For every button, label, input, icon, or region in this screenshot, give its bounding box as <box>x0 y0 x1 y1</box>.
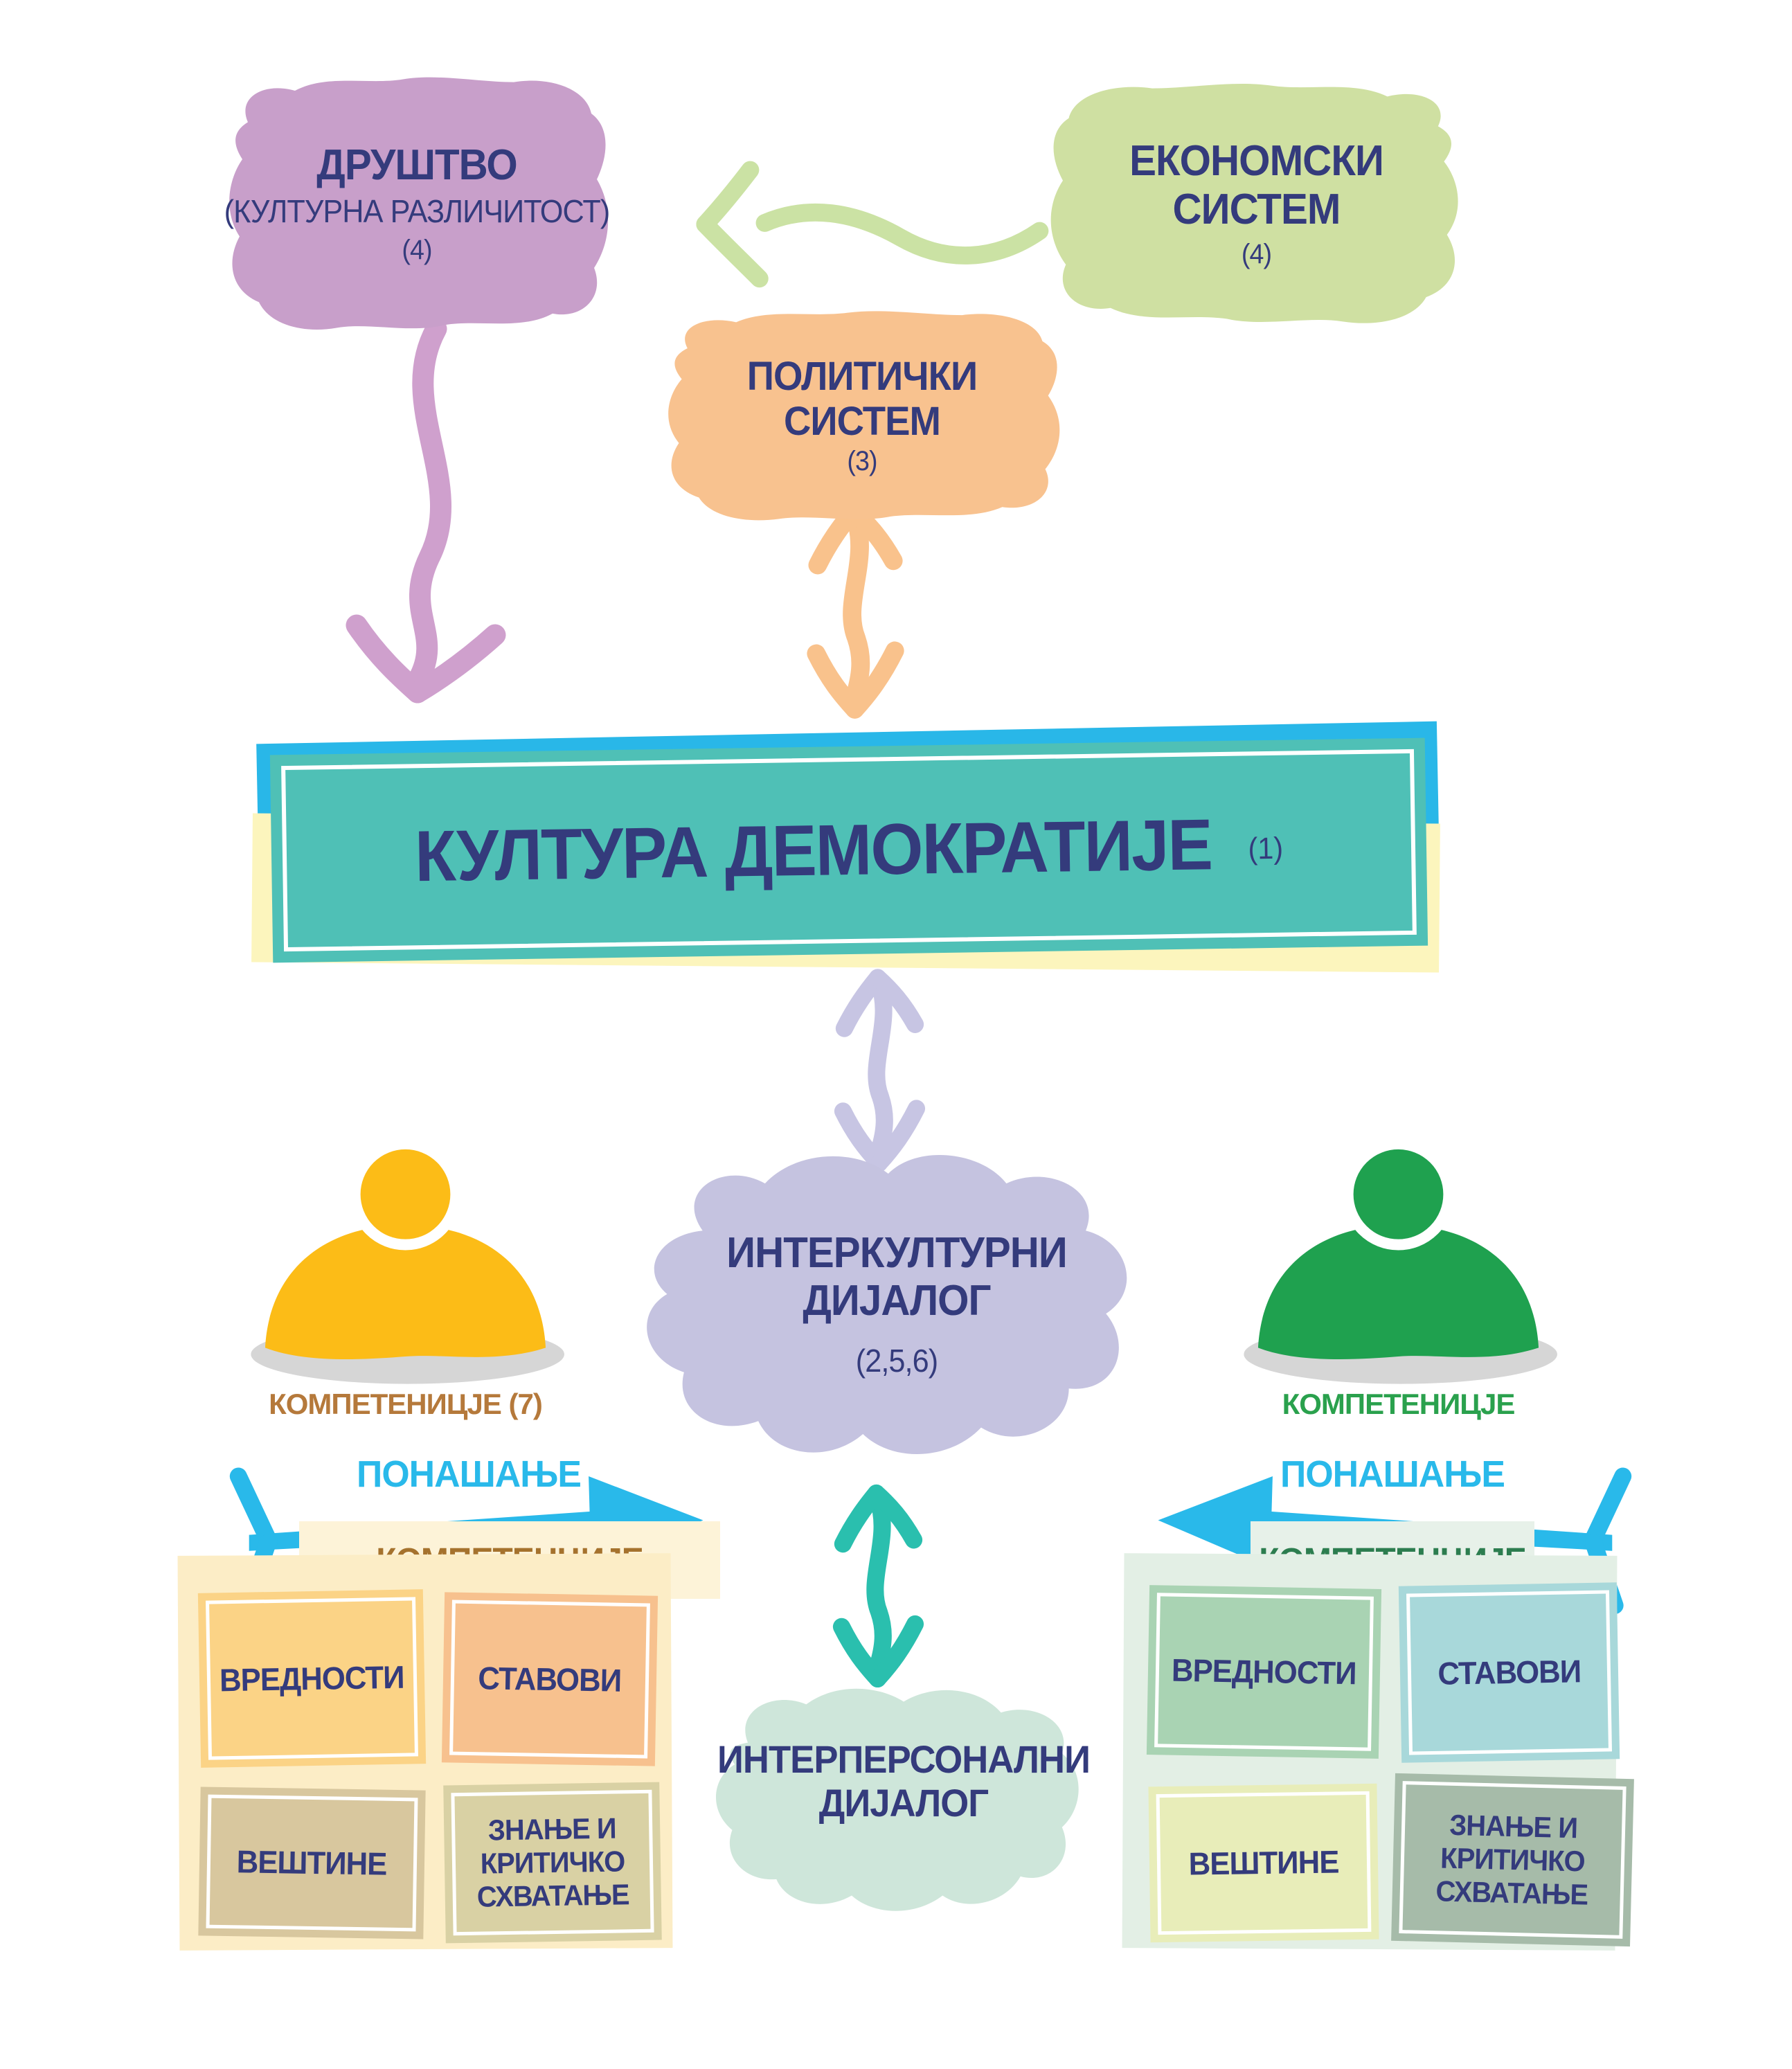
person-left-icon <box>241 1144 570 1396</box>
interpersonal-dialogue-node <box>696 1674 1111 1920</box>
intercultural-title-line1: ИНТЕРКУЛТУРНИ <box>726 1228 1067 1277</box>
person-left <box>241 1144 570 1420</box>
intercultural-to-interpersonal-double-arrow-icon <box>831 1476 924 1694</box>
culture-title: КУЛТУРА ДЕМОКРАТИЈЕ <box>414 804 1212 897</box>
left-box-attitudes-label: СТАВОВИ <box>478 1659 622 1699</box>
intercultural-dialogue-node <box>627 1141 1167 1467</box>
political-title-line1: ПОЛИТИЧКИ <box>746 354 978 400</box>
economic-title-line2: СИСТЕМ <box>1172 185 1341 233</box>
culture-of-democracy-node <box>251 722 1447 971</box>
society-node <box>209 68 625 339</box>
left-box-values-label: ВРЕДНОСТИ <box>219 1658 405 1698</box>
right-box-attitudes-label: СТАВОВИ <box>1437 1653 1582 1692</box>
interpersonal-title-line1: ИНТЕРПЕРСОНАЛНИ <box>717 1737 1090 1781</box>
intercultural-title-line2: ДИЈАЛОГ <box>803 1277 991 1325</box>
political-to-culture-double-arrow-icon <box>805 495 905 724</box>
person-right-label: КОМПЕТЕНИЦЈЕ <box>1282 1388 1515 1420</box>
interpersonal-title-line2: ДИЈАЛОГ <box>818 1780 989 1825</box>
economic-number: (4) <box>1241 239 1272 270</box>
political-system-node <box>647 303 1077 528</box>
culture-number: (1) <box>1248 831 1284 866</box>
left-box-knowledge-label: ЗНАЊЕ И КРИТИЧКО СХВАТАЊЕ <box>476 1811 629 1913</box>
economic-title-line1: ЕКОНОМСКИ <box>1129 137 1383 186</box>
right-box-values <box>1147 1585 1381 1759</box>
left-box-values <box>198 1589 426 1768</box>
left-box-knowledge <box>443 1782 662 1944</box>
right-box-skills-label: ВЕШТИНЕ <box>1188 1843 1339 1882</box>
society-to-culture-arrow-icon <box>325 315 533 731</box>
person-left-label: КОМПЕТЕНИЦЈЕ (7) <box>269 1388 542 1420</box>
left-box-skills <box>198 1786 425 1939</box>
person-right-icon <box>1234 1144 1563 1396</box>
behavior-left-label: ПОНАШАЊЕ <box>357 1453 581 1495</box>
economic-to-society-arrow-icon <box>682 132 1059 284</box>
political-title-line2: СИСТЕМ <box>783 399 941 445</box>
person-right <box>1234 1144 1563 1420</box>
right-box-values-label: ВРЕДНОСТИ <box>1171 1651 1357 1692</box>
society-number: (4) <box>402 235 432 266</box>
society-subtitle: (КУЛТУРНА РАЗЛИЧИТОСТ) <box>224 192 610 229</box>
economic-system-node <box>1033 75 1480 332</box>
right-box-knowledge-label: ЗНАЊЕ И КРИТИЧКО СХВАТАЊЕ <box>1435 1808 1588 1911</box>
left-box-skills-label: ВЕШТИНЕ <box>236 1843 388 1882</box>
right-box-attitudes <box>1399 1582 1620 1762</box>
culture-teal-box <box>270 738 1428 963</box>
behavior-right-label: ПОНАШАЊЕ <box>1280 1453 1505 1495</box>
political-number: (3) <box>847 446 877 477</box>
intercultural-number: (2,5,6) <box>855 1342 938 1379</box>
left-box-attitudes <box>442 1592 658 1766</box>
right-box-knowledge <box>1391 1773 1634 1946</box>
right-box-skills <box>1148 1784 1379 1943</box>
society-title: ДРУШТВО <box>316 141 517 190</box>
